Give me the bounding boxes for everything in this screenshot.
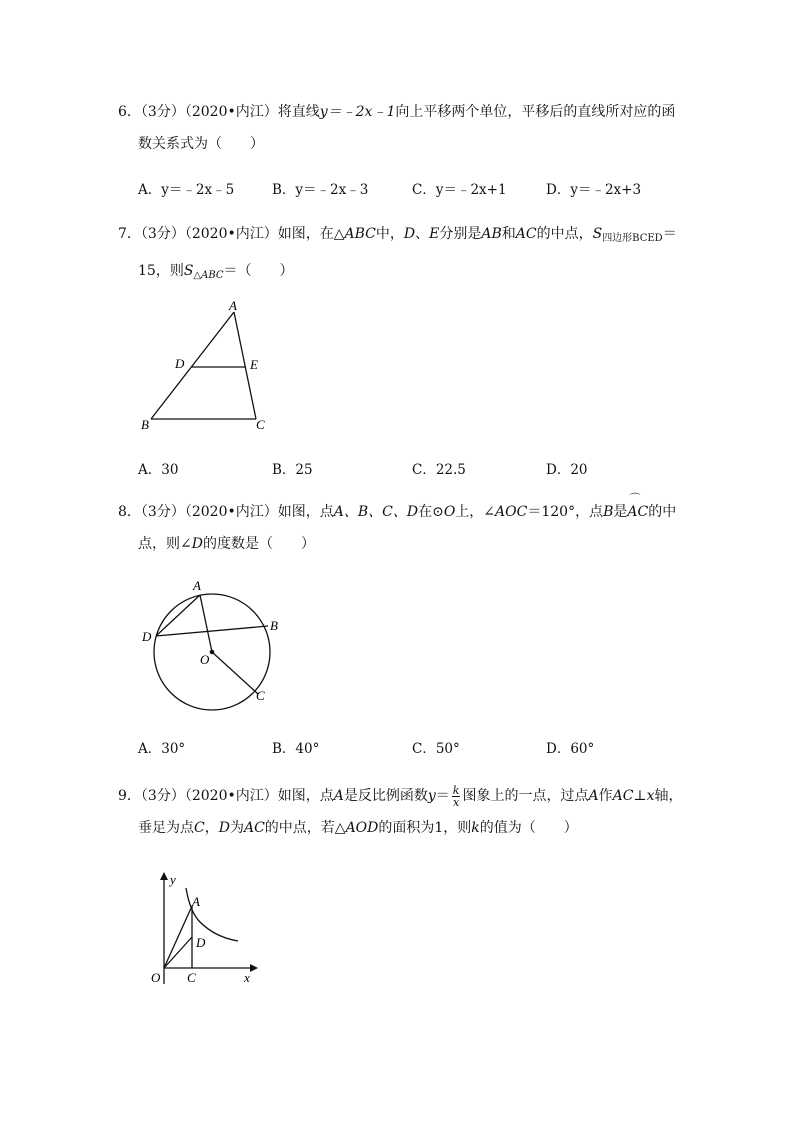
q7-e: E <box>429 226 440 242</box>
q8-number: 8． <box>118 504 141 520</box>
q6-source: （2020•内江） <box>184 104 278 120</box>
q8-center-dot <box>210 650 215 655</box>
q9-stem-f: 轴， <box>654 788 683 804</box>
q7-s: S <box>592 226 603 242</box>
q7-stem-g: ＝（ ） <box>223 263 294 279</box>
q8-stem-b: 在⊙ <box>418 504 444 520</box>
q7-and: 和 <box>501 226 516 242</box>
q7-source: （2020•内江） <box>184 226 278 242</box>
q7-s2: S <box>183 263 194 279</box>
q6-option-c[interactable]: C．y＝﹣2x+1 <box>412 182 507 198</box>
q6-option-a[interactable]: A．y＝﹣2x﹣5 <box>138 182 235 198</box>
q7-d: D <box>403 226 416 242</box>
q6-option-b[interactable]: B．y＝﹣2x﹣3 <box>272 182 369 198</box>
q7-score: （3分） <box>140 226 185 242</box>
question-9 <box>118 780 683 844</box>
q9-x-axis-arrow <box>250 964 258 972</box>
q8-label-a: A <box>193 578 201 593</box>
q9-label-d: D <box>196 935 206 950</box>
q7-s-sub: 四边形BCED <box>602 233 663 244</box>
q7-stem-a: 如图，在△ <box>277 226 345 242</box>
q8-chord-db <box>156 626 268 636</box>
q8-stem-a: 如图，点 <box>277 504 334 520</box>
q8-stem-h: 的度数是（ ） <box>202 536 315 552</box>
q7-stem-e: ＝ <box>662 226 677 242</box>
q8-points: A、B、C、D <box>333 504 419 520</box>
q7-ac: AC <box>515 226 537 242</box>
q8-b: B <box>603 504 614 520</box>
q7-options <box>138 458 698 480</box>
q7-label-e: E <box>250 357 258 372</box>
q8-option-d[interactable]: D．60° <box>546 741 595 757</box>
question-6 <box>118 96 678 160</box>
q9-label-o: O <box>151 970 161 985</box>
q8-stem-e: 是 <box>613 504 628 520</box>
q9-fraction <box>452 785 461 808</box>
q9-stem-g: 垂足为点 <box>138 820 194 836</box>
q9-stem-j: 的中点，若△ <box>264 820 346 836</box>
q9-segment-od <box>164 937 192 968</box>
q7-s2-sub: △ABC <box>193 270 224 281</box>
q7-stem-b: 中， <box>375 226 404 242</box>
q8-arc-ac: ⌒ AC <box>627 496 648 528</box>
q9-graph-figure <box>140 866 270 991</box>
q7-label-b: B <box>141 417 149 432</box>
q9-number: 9． <box>118 788 141 804</box>
q9-d: D <box>218 820 230 836</box>
q6-stem-a: 将直线 <box>277 104 320 120</box>
question-7 <box>118 218 678 292</box>
q9-k2: k <box>471 820 480 836</box>
q9-eq: ＝ <box>435 788 450 804</box>
q8-d: D <box>191 536 203 552</box>
q9-stem-l: 的值为（ ） <box>479 820 578 836</box>
q8-circle-figure <box>132 574 292 714</box>
q6-number: 6． <box>118 104 141 120</box>
q9-label-y: y <box>170 872 176 887</box>
q8-label-d: D <box>142 629 152 644</box>
question-8 <box>118 496 678 560</box>
q8-chord-ad <box>156 595 200 636</box>
q6-equation: y＝﹣2x﹣1 <box>319 104 396 120</box>
q9-label-c: C <box>187 970 196 985</box>
q6-stem-c: 数关系式为（ ） <box>138 136 264 152</box>
q9-label-a: A <box>192 894 200 909</box>
q8-line-1 <box>118 496 678 528</box>
q9-line-2 <box>118 812 678 844</box>
q7-comma: 、 <box>415 226 430 242</box>
q6-line-2 <box>118 128 678 160</box>
q9-stem-c: 图象上的一点，过点 <box>462 788 589 804</box>
q7-number: 7． <box>118 226 141 242</box>
q7-option-a[interactable]: A．30 <box>138 462 179 478</box>
q7-ab: AB <box>481 226 502 242</box>
q7-label-d: D <box>175 356 185 371</box>
q6-options <box>138 178 698 200</box>
q7-option-d[interactable]: D．20 <box>546 462 588 478</box>
q8-label-o: O <box>200 652 210 667</box>
q9-x2: x <box>646 788 655 804</box>
q8-options <box>138 737 698 759</box>
q8-radius-oc <box>212 652 258 694</box>
q8-stem-g: 点，则∠ <box>138 536 192 552</box>
q8-score: （3分） <box>140 504 185 520</box>
q7-option-c[interactable]: C．22.5 <box>412 462 466 478</box>
q7-line-2 <box>118 255 678 292</box>
q9-stem-b: 是反比例函数 <box>343 788 428 804</box>
q9-line-1 <box>118 780 683 812</box>
q9-stem-d: 作 <box>598 788 613 804</box>
q7-triangle-figure <box>130 292 290 442</box>
q8-option-b[interactable]: B．40° <box>272 741 320 757</box>
q8-source: （2020•内江） <box>184 504 278 520</box>
q7-side-ab <box>151 312 234 419</box>
q7-option-b[interactable]: B．25 <box>272 462 313 478</box>
q7-stem-f: 15，则 <box>138 263 184 279</box>
q9-segment-oa <box>164 906 192 968</box>
q8-stem-f: 的中 <box>648 504 677 520</box>
q9-stem-k: 的面积为1，则 <box>378 820 472 836</box>
q9-stem-a: 如图，点 <box>277 788 334 804</box>
q9-ac2: AC <box>243 820 265 836</box>
q7-abc: ABC <box>344 226 376 242</box>
q9-a2: A <box>588 788 599 804</box>
q9-stem-e: ⊥ <box>633 788 647 804</box>
q6-stem-b: 向上平移两个单位，平移后的直线所对应的函 <box>395 104 676 120</box>
q8-o: O <box>443 504 456 520</box>
q9-y: y <box>427 788 436 804</box>
q6-score: （3分） <box>140 104 185 120</box>
q9-ac: AC <box>612 788 634 804</box>
q6-line-1 <box>118 96 678 128</box>
q9-aod: AOD <box>345 820 379 836</box>
q9-fraction-numerator: k <box>452 783 460 797</box>
q7-line-1 <box>118 218 678 255</box>
q8-option-a[interactable]: A．30° <box>138 741 186 757</box>
q8-stem-d: ＝120°，点 <box>527 504 604 520</box>
q6-option-d[interactable]: D．y＝﹣2x+3 <box>546 182 642 198</box>
q8-option-c[interactable]: C．50° <box>412 741 460 757</box>
q7-label-c: C <box>256 417 265 432</box>
q9-label-x: x <box>244 970 250 985</box>
q9-c: C <box>194 820 205 836</box>
q8-aoc: AOC <box>495 504 528 520</box>
q9-y-axis-arrow <box>160 872 168 880</box>
q9-score: （3分） <box>140 788 185 804</box>
q9-stem-i: 为 <box>229 820 244 836</box>
q8-label-c: C <box>256 688 265 703</box>
q9-stem-h: ， <box>204 820 219 836</box>
q9-a: A <box>333 788 344 804</box>
q7-stem-d: 的中点， <box>536 226 593 242</box>
q9-source: （2020•内江） <box>184 788 278 804</box>
q8-radius-oa <box>200 595 212 652</box>
q7-stem-c: 分别是 <box>439 226 482 242</box>
q9-fraction-denominator: x <box>453 795 460 809</box>
q8-label-b: B <box>270 618 278 633</box>
q8-stem-c: 上，∠ <box>455 504 496 520</box>
q8-line-2 <box>118 528 678 560</box>
q7-label-a: A <box>229 298 237 313</box>
